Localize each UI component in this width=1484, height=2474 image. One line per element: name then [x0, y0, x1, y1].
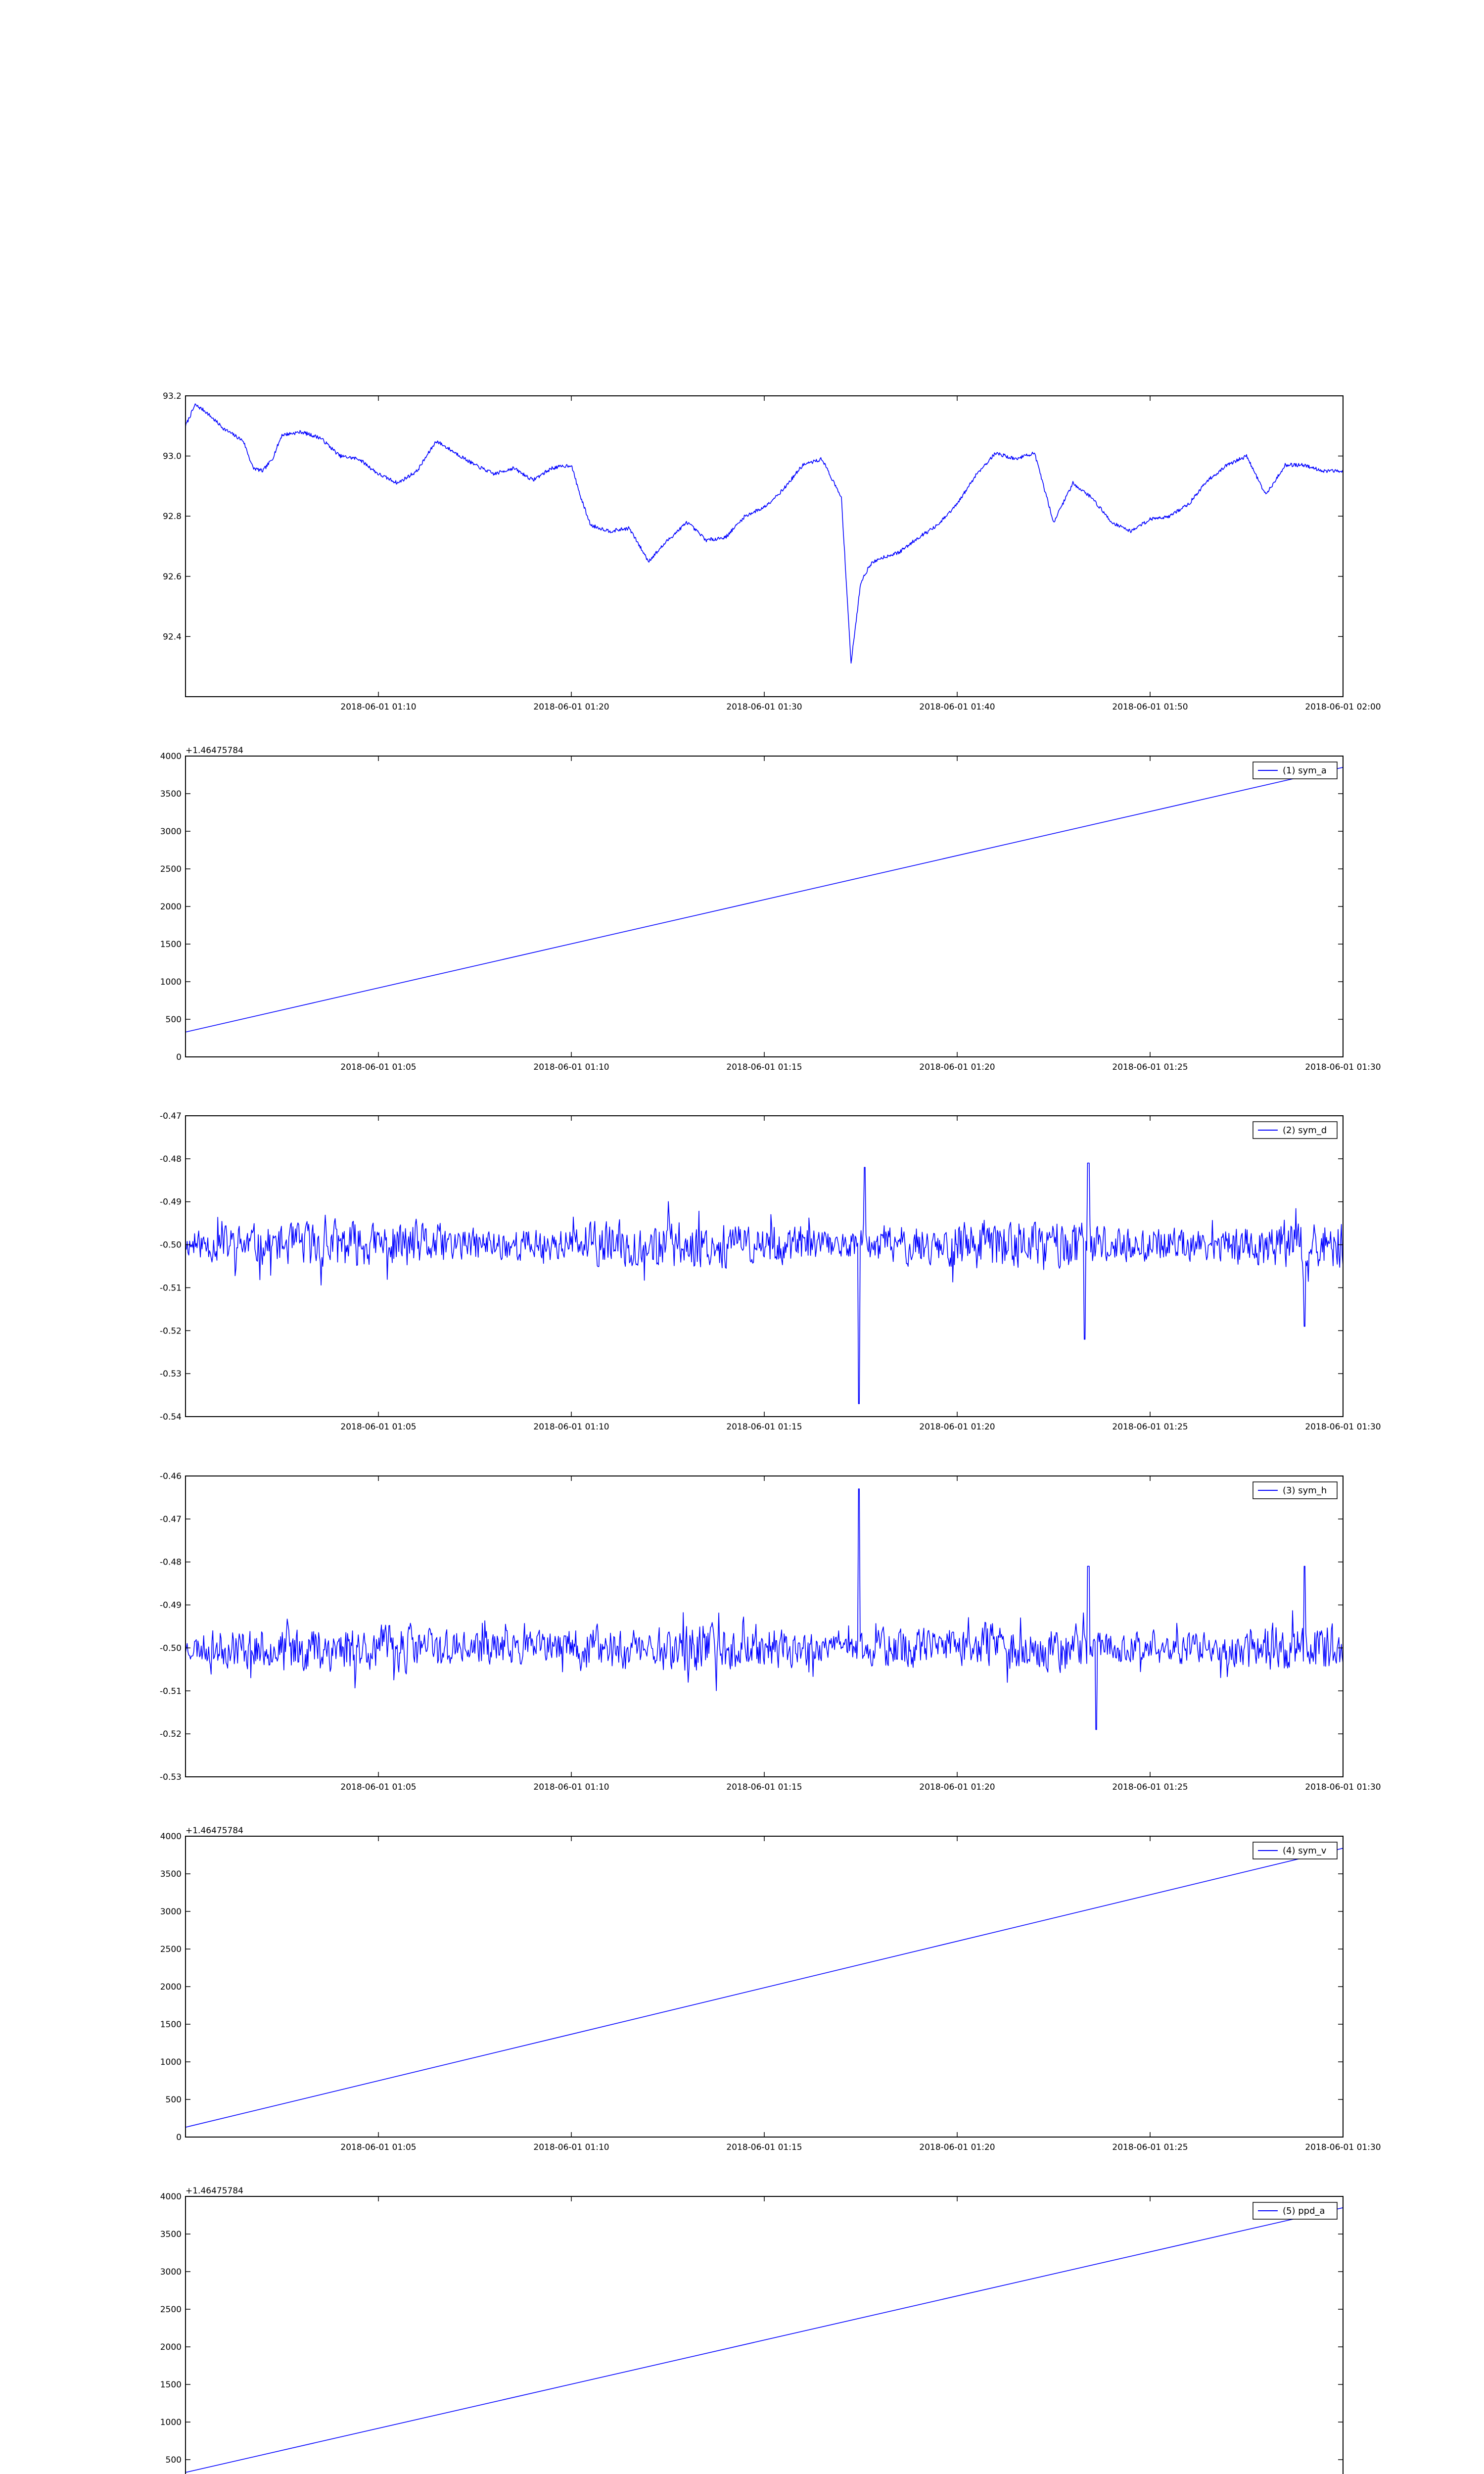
y-tick-label: 1000: [160, 2057, 182, 2067]
x-tick-label: 2018-06-01 01:15: [726, 2142, 802, 2152]
legend: [1253, 1842, 1337, 1859]
y-tick-label: -0.50: [160, 1643, 182, 1654]
x-tick-label: 2018-06-01 01:25: [1112, 1422, 1188, 1432]
chart-panel-1: [163, 391, 1381, 712]
y-tick-label: 4000: [160, 1832, 182, 1842]
legend-label: (2) sym_d: [1283, 1125, 1327, 1136]
y-tick-label: 92.6: [163, 571, 182, 582]
y-tick-label: -0.53: [160, 1369, 182, 1380]
y-tick-label: -0.48: [160, 1557, 182, 1568]
legend: [1253, 762, 1337, 779]
chart-panel-6: [160, 2186, 1381, 2474]
data-line-2: [186, 767, 1343, 1032]
y-tick-label: 500: [165, 2455, 182, 2465]
offset-text: +1.46475784: [186, 746, 243, 756]
x-tick-label: 2018-06-01 01:05: [340, 1422, 417, 1432]
x-tick-label: 2018-06-01 01:25: [1112, 2142, 1188, 2152]
x-tick-label: 2018-06-01 01:20: [919, 2142, 995, 2152]
y-tick-label: -0.52: [160, 1326, 182, 1336]
axes-frame: [186, 1836, 1343, 2137]
y-tick-label: 4000: [160, 752, 182, 761]
x-tick-label: 2018-06-01 01:30: [726, 702, 802, 712]
data-line-5: [186, 1848, 1343, 2127]
y-tick-label: -0.52: [160, 1729, 182, 1740]
data-line-3: [186, 1163, 1343, 1404]
y-tick-label: 1500: [160, 2020, 182, 2030]
y-tick-label: -0.46: [160, 1472, 182, 1481]
y-tick-label: 1500: [160, 940, 182, 950]
y-tick-label: 93.0: [163, 451, 182, 462]
y-tick-label: 3000: [160, 2267, 182, 2277]
x-tick-label: 2018-06-01 01:30: [1305, 1782, 1381, 1792]
legend-label: (1) sym_a: [1283, 765, 1327, 776]
x-tick-label: 2018-06-01 01:20: [919, 1422, 995, 1432]
x-tick-label: 2018-06-01 01:25: [1112, 1062, 1188, 1072]
x-tick-label: 2018-06-01 01:20: [919, 1782, 995, 1792]
y-tick-label: 92.4: [163, 632, 182, 642]
y-tick-label: 2500: [160, 2305, 182, 2315]
y-tick-label: -0.51: [160, 1686, 182, 1697]
y-tick-label: -0.49: [160, 1600, 182, 1611]
y-tick-label: 0: [176, 1052, 182, 1062]
offset-text: +1.46475784: [186, 2186, 243, 2196]
y-tick-label: -0.50: [160, 1240, 182, 1250]
y-tick-label: 2500: [160, 864, 182, 874]
chart-panel-5: [160, 1826, 1381, 2152]
x-tick-label: 2018-06-01 01:50: [1112, 702, 1188, 712]
legend-label: (3) sym_h: [1283, 1485, 1327, 1496]
x-tick-label: 2018-06-01 01:05: [340, 1782, 417, 1792]
y-tick-label: 500: [165, 1015, 182, 1025]
x-tick-label: 2018-06-01 01:40: [919, 702, 995, 712]
y-tick-label: 3000: [160, 827, 182, 837]
y-tick-label: 92.8: [163, 512, 182, 522]
x-tick-label: 2018-06-01 01:30: [1305, 2142, 1381, 2152]
axes-frame: [186, 756, 1343, 1057]
chart-panel-3: [160, 1111, 1381, 1432]
y-tick-label: 1000: [160, 2418, 182, 2427]
x-tick-label: 2018-06-01 01:15: [726, 1782, 802, 1792]
x-tick-label: 2018-06-01 01:10: [533, 1782, 609, 1792]
y-tick-label: -0.47: [160, 1514, 182, 1524]
x-tick-label: 2018-06-01 01:20: [919, 1062, 995, 1072]
x-tick-label: 2018-06-01 01:15: [726, 1422, 802, 1432]
y-tick-label: 0: [176, 2133, 182, 2142]
y-tick-label: 3500: [160, 1869, 182, 1879]
axes-frame: [186, 1116, 1343, 1417]
y-tick-label: 1500: [160, 2380, 182, 2390]
legend-label: (4) sym_v: [1283, 1846, 1327, 1856]
y-tick-label: 3000: [160, 1907, 182, 1917]
y-tick-label: -0.48: [160, 1154, 182, 1164]
x-tick-label: 2018-06-01 01:05: [340, 1062, 417, 1072]
data-line-1: [186, 404, 1343, 663]
x-tick-label: 2018-06-01 01:10: [533, 1062, 609, 1072]
x-tick-label: 2018-06-01 01:10: [533, 1422, 609, 1432]
data-line-6: [186, 2208, 1343, 2473]
y-tick-label: 1000: [160, 977, 182, 987]
y-tick-label: 2000: [160, 902, 182, 912]
y-tick-label: 500: [165, 2095, 182, 2105]
legend-label: (5) ppd_a: [1283, 2206, 1325, 2216]
x-tick-label: 2018-06-01 01:10: [533, 2142, 609, 2152]
legend: [1253, 2202, 1337, 2219]
legend: [1253, 1482, 1337, 1499]
chart-panel-4: [160, 1472, 1381, 1792]
y-tick-label: -0.49: [160, 1197, 182, 1207]
x-tick-label: 2018-06-01 01:15: [726, 1062, 802, 1072]
x-tick-label: 2018-06-01 01:20: [533, 702, 609, 712]
chart-panel-2: [160, 746, 1381, 1072]
y-tick-label: 3500: [160, 789, 182, 799]
y-tick-label: -0.54: [160, 1412, 182, 1422]
x-tick-label: 2018-06-01 01:05: [340, 2142, 417, 2152]
y-tick-label: -0.51: [160, 1283, 182, 1293]
x-tick-label: 2018-06-01 02:00: [1305, 702, 1381, 712]
y-tick-label: -0.53: [160, 1772, 182, 1782]
y-tick-label: 93.2: [163, 391, 182, 401]
legend: [1253, 1122, 1337, 1139]
y-tick-label: 4000: [160, 2192, 182, 2202]
x-tick-label: 2018-06-01 01:30: [1305, 1422, 1381, 1432]
y-tick-label: 2500: [160, 1945, 182, 1954]
axes-frame: [186, 1476, 1343, 1777]
x-tick-label: 2018-06-01 01:25: [1112, 1782, 1188, 1792]
y-tick-label: -0.47: [160, 1111, 182, 1121]
x-tick-label: 2018-06-01 01:30: [1305, 1062, 1381, 1072]
y-tick-label: 2000: [160, 1982, 182, 1992]
axes-frame: [186, 396, 1343, 697]
data-line-4: [186, 1489, 1343, 1729]
y-tick-label: 2000: [160, 2342, 182, 2352]
x-tick-label: 2018-06-01 01:10: [340, 702, 417, 712]
y-tick-label: 3500: [160, 2230, 182, 2239]
offset-text: +1.46475784: [186, 1826, 243, 1836]
